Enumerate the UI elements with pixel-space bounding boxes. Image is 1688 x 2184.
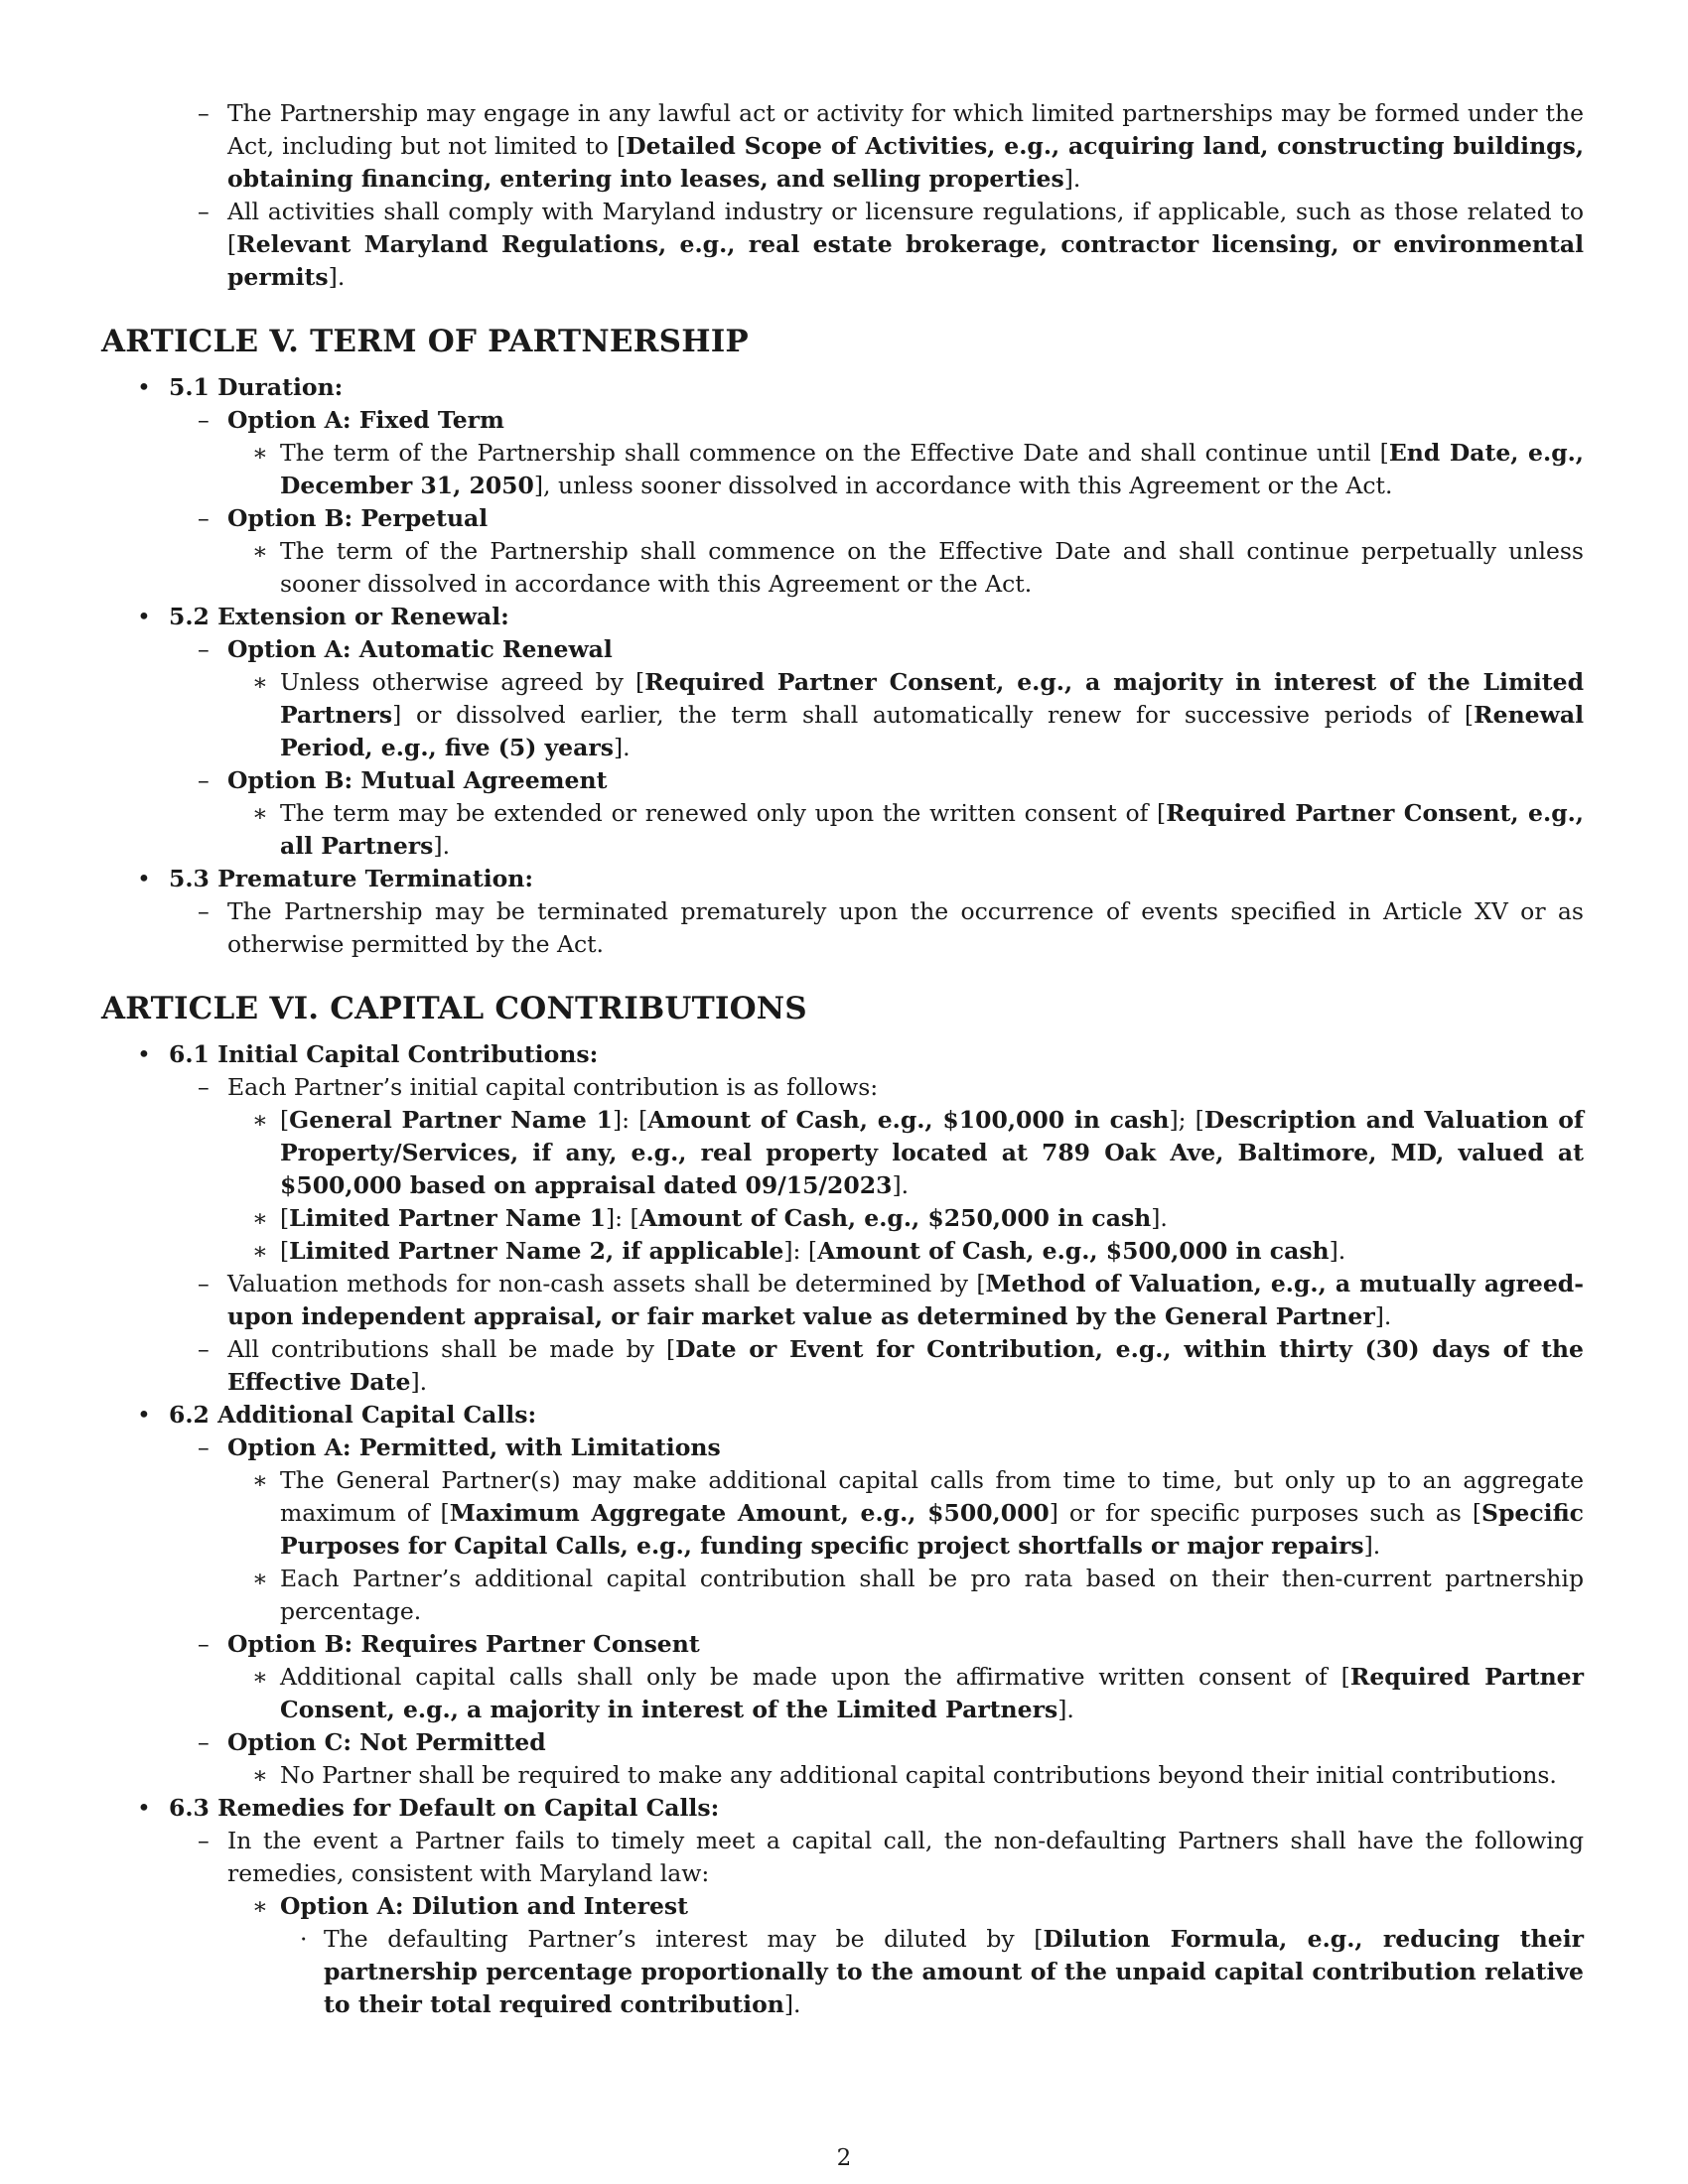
option-b-requires-partner-consent: – Option B: Requires Partner Consent bbox=[101, 1628, 1584, 1661]
default-remedies-intro: – In the event a Partner fails to timely meet a capital call, the non-defaulting Partners shall have the following remedies, consistent with Maryland law: bbox=[198, 1827, 1584, 1887]
star-marker: ∗ bbox=[252, 1892, 268, 1920]
star-marker: ∗ bbox=[252, 439, 268, 467]
article-6-heading: ARTICLE VI. CAPITAL CONTRIBUTIONS bbox=[101, 991, 807, 1026]
dash-marker: – bbox=[198, 1728, 210, 1756]
no-additional-contributions-clause: ∗ No Partner shall be required to make any additional capital contributions beyond their initial contributions. bbox=[101, 1759, 1584, 1792]
premature-termination-clause: – The Partnership may be terminated prematurely upon the occurrence of events specified in Article XV or as otherwise permitted by the Act. bbox=[198, 897, 1584, 958]
option-a-permitted-with-limitations: – Option A: Permitted, with Limitations bbox=[101, 1432, 1584, 1464]
dot-marker: · bbox=[300, 1925, 308, 1953]
dash-marker: – bbox=[198, 1073, 210, 1101]
dash-marker: – bbox=[198, 1270, 210, 1297]
star-marker: ∗ bbox=[252, 1204, 268, 1232]
automatic-renewal-clause: ∗ Unless otherwise agreed by [Required Partner Consent, e.g., a majority in interest of the Limited Partners] or dissolved earlier, the term shall automatically renew for successive periods of [Renewal Period, e.g., five (5) years]. bbox=[252, 668, 1584, 761]
star-marker: ∗ bbox=[252, 1466, 268, 1494]
dilution-clause: · The defaulting Partner’s interest may be diluted by [Dilution Formula, e.g., reducing their partnership percentage proportionally to the amount of the unpaid capital contribution relative to their total required contribution]. bbox=[300, 1925, 1584, 2018]
section-6-1: • 6.1 Initial Capital Contributions: bbox=[101, 1038, 1584, 1071]
dash-marker: – bbox=[198, 897, 210, 925]
dash-marker: – bbox=[198, 406, 210, 434]
page-number: 2 bbox=[836, 2145, 852, 2171]
dash-marker: – bbox=[198, 1335, 210, 1363]
star-marker: ∗ bbox=[252, 1565, 268, 1592]
bullet-marker: • bbox=[137, 1794, 151, 1822]
star-marker: ∗ bbox=[252, 1663, 268, 1691]
option-a-automatic-renewal: – Option A: Automatic Renewal bbox=[101, 633, 1584, 666]
article-6-list bbox=[101, 1038, 1584, 2021]
section-6-2: • 6.2 Additional Capital Calls: bbox=[101, 1399, 1584, 1432]
section-5-2: • 5.2 Extension or Renewal: bbox=[101, 601, 1584, 633]
bullet-marker: • bbox=[137, 373, 151, 401]
partner-consent-clause: ∗ Additional capital calls shall only be made upon the affirmative written consent of [Required Partner Consent, e.g., a majority in interest of the Limited Partners]. bbox=[252, 1663, 1585, 1723]
initial-contributions-intro: – Each Partner’s initial capital contribution is as follows: bbox=[101, 1071, 1584, 1104]
contribution-timing-clause: – All contributions shall be made by [Date or Event for Contribution, e.g., within thirty (30) days of the Effective Date]. bbox=[198, 1335, 1584, 1396]
star-marker: ∗ bbox=[252, 1237, 268, 1265]
dash-marker: – bbox=[198, 99, 210, 127]
article-5-heading: ARTICLE V. TERM OF PARTNERSHIP bbox=[101, 324, 749, 359]
article4-continuation bbox=[101, 97, 1584, 294]
dash-marker: – bbox=[198, 504, 210, 532]
bullet-marker: • bbox=[137, 1401, 151, 1429]
dash-marker: – bbox=[198, 766, 210, 794]
option-a-dilution-and-interest: ∗ Option A: Dilution and Interest bbox=[101, 1890, 1584, 1923]
capital-call-limit-clause: ∗ The General Partner(s) may make additional capital calls from time to time, but only up to an aggregate maximum of [Maximum Aggregate Amount, e.g., $500,000] or for specific purposes such as [Specific Purposes for Capital Calls, e.g., funding specific project shortfalls or major repairs]. bbox=[252, 1466, 1584, 1560]
star-marker: ∗ bbox=[252, 799, 268, 827]
dash-marker: – bbox=[198, 1433, 210, 1461]
option-b-perpetual: – Option B: Perpetual bbox=[101, 502, 1584, 535]
bullet-marker: • bbox=[137, 865, 151, 892]
valuation-methods-clause: – Valuation methods for non-cash assets shall be determined by [Method of Valuation, e.g., a mutually agreed-upon independent appraisal, or fair market value as determined by the General Partner]. bbox=[198, 1270, 1584, 1330]
fixed-term-clause: ∗ The term of the Partnership shall commence on the Effective Date and shall continue until [End Date, e.g., December 31, 2050], unless sooner dissolved in accordance with this Agreement or the Act. bbox=[252, 439, 1584, 499]
dash-marker: – bbox=[198, 1630, 210, 1658]
star-marker: ∗ bbox=[252, 668, 268, 696]
bullet-marker: • bbox=[137, 603, 151, 630]
dash-marker: – bbox=[198, 635, 210, 663]
dash-marker: – bbox=[198, 198, 210, 225]
limited-partner-1-contribution: ∗ [Limited Partner Name 1]: [Amount of Cash, e.g., $250,000 in cash]. bbox=[101, 1202, 1584, 1235]
section-6-3: • 6.3 Remedies for Default on Capital Calls: bbox=[101, 1792, 1584, 1825]
star-marker: ∗ bbox=[252, 1106, 268, 1134]
general-partner-contribution: ∗ [General Partner Name 1]: [Amount of Cash, e.g., $100,000 in cash]; [Description and Valuation of Property/Services, if any, e.g., real property located at 789 Oak Ave, Baltimore, MD, valued at $500,000 based on appraisal dated 09/15/2023]. bbox=[252, 1106, 1585, 1199]
bullet-marker: • bbox=[137, 1040, 151, 1068]
article-5-list bbox=[101, 371, 1584, 961]
option-a-fixed-term: – Option A: Fixed Term bbox=[101, 404, 1584, 437]
mutual-agreement-clause: ∗ The term may be extended or renewed only upon the written consent of [Required Partner Consent, e.g., all Partners]. bbox=[252, 799, 1584, 860]
option-b-mutual-agreement: – Option B: Mutual Agreement bbox=[101, 764, 1584, 797]
star-marker: ∗ bbox=[252, 537, 268, 565]
regulatory-compliance-item: – All activities shall comply with Maryland industry or licensure regulations, if applicable, such as those related to [Relevant Maryland Regulations, e.g., real estate brokerage, contractor licensing, or environmental permits]. bbox=[198, 198, 1584, 291]
section-5-3: • 5.3 Premature Termination: bbox=[101, 863, 1584, 895]
scope-of-activities-item: – The Partnership may engage in any lawful act or activity for which limited partnerships may be formed under the Act, including but not limited to [Detailed Scope of Activities, e.g., acquiring land, constructing buildings, obtaining financing, entering into leases, and selling properties]. bbox=[198, 99, 1585, 193]
dash-marker: – bbox=[198, 1827, 210, 1854]
limited-partner-2-contribution: ∗ [Limited Partner Name 2, if applicable]: [Amount of Cash, e.g., $500,000 in cash]. bbox=[101, 1235, 1584, 1268]
perpetual-term-clause: ∗ The term of the Partnership shall commence on the Effective Date and shall continue perpetually unless sooner dissolved in accordance with this Agreement or the Act. bbox=[252, 537, 1584, 598]
option-c-not-permitted: – Option C: Not Permitted bbox=[101, 1726, 1584, 1759]
section-5-1: • 5.1 Duration: bbox=[101, 371, 1584, 404]
star-marker: ∗ bbox=[252, 1761, 268, 1789]
pro-rata-clause: ∗ Each Partner’s additional capital contribution shall be pro rata based on their then-current partnership percentage. bbox=[252, 1565, 1584, 1625]
